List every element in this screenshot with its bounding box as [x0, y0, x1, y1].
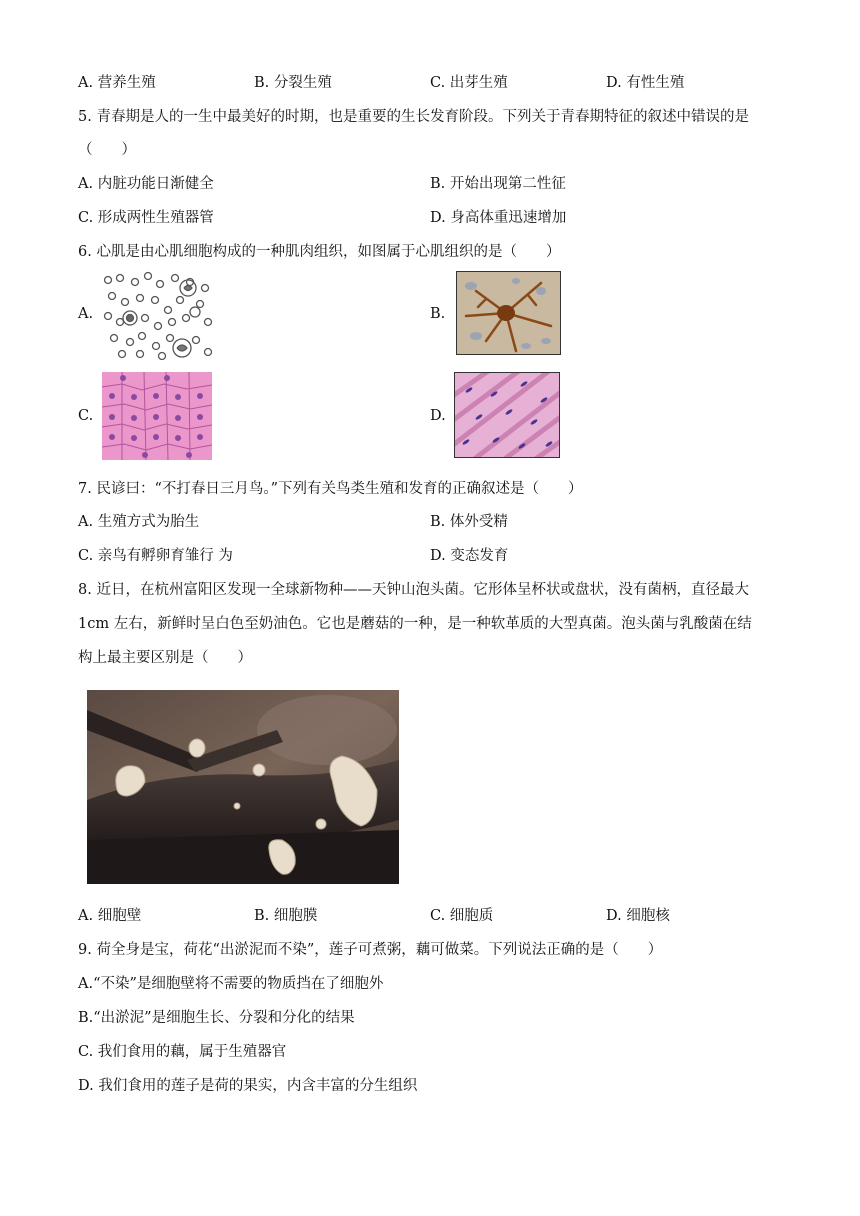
- q5-stem: 5. 青春期是人的一生中最美好的时期，也是重要的生长发育阶段。下列关于青春期特征的叙述中错误的是: [78, 109, 749, 125]
- q7-option-c: C. 亲鸟有孵卵育雏行 为: [78, 548, 233, 564]
- q4-option-b: B. 分裂生殖: [254, 75, 332, 91]
- q6-stem: 6. 心肌是由心肌细胞构成的一种肌肉组织，如图属于心肌组织的是（ ）: [78, 244, 561, 260]
- blood-cells-image: [100, 270, 218, 360]
- mushroom-drawing: [87, 690, 399, 884]
- q6-label-c: C.: [78, 408, 94, 424]
- epithelial-tissue-image: [102, 372, 212, 460]
- q8-stem-line1: 8. 近日，在杭州富阳区发现一全球新物种——天钟山泡头菌。它形体呈杯状或盘状，没有菌柄，直径最大: [78, 582, 749, 598]
- q9-option-d: D. 我们食用的莲子是荷的果实，内含丰富的分生组织: [78, 1078, 418, 1094]
- q9-option-a: A.“不染”是细胞壁将不需要的物质挡在了细胞外: [78, 976, 384, 992]
- q9-stem: 9. 荷全身是宝，荷花“出淤泥而不染”，莲子可煮粥，藕可做菜。下列说法正确的是（ ）: [78, 942, 663, 958]
- q5-option-c: C. 形成两性生殖器管: [78, 210, 214, 226]
- q7-stem: 7. 民谚曰：“不打春日三月鸟。”下列有关鸟类生殖和发育的正确叙述是（ ）: [78, 481, 583, 497]
- q8-option-d: D. 细胞核: [606, 908, 670, 924]
- q9-option-b: B.“出淤泥”是细胞生长、分裂和分化的结果: [78, 1010, 355, 1026]
- q8-stem-line2: 1cm 左右，新鲜时呈白色至奶油色。它也是蘑菇的一种，是一种软革质的大型真菌。泡头菌与乳酸菌在结: [78, 616, 752, 632]
- q5-option-b: B. 开始出现第二性征: [430, 176, 566, 192]
- q9-option-c: C. 我们食用的藕，属于生殖器官: [78, 1044, 287, 1060]
- mushroom-photo: [87, 690, 399, 884]
- cardiac-muscle-image: [454, 372, 560, 458]
- q5-option-d: D. 身高体重迅速增加: [430, 210, 567, 226]
- q7-option-b: B. 体外受精: [430, 514, 508, 530]
- blood-cells-drawing: [100, 270, 218, 360]
- q4-option-d: D. 有性生殖: [606, 75, 685, 91]
- q8-option-a: A. 细胞壁: [78, 908, 142, 924]
- q6-label-a: A.: [78, 306, 94, 322]
- neuron-drawing: [456, 271, 561, 355]
- q5-option-a: A. 内脏功能日渐健全: [78, 176, 214, 192]
- q8-stem-line3: 构上最主要区别是（ ）: [78, 650, 252, 666]
- q6-label-d: D.: [430, 408, 446, 424]
- neuron-image: [456, 271, 561, 355]
- cardiac-muscle-drawing: [454, 372, 560, 458]
- epithelial-drawing: [102, 372, 212, 460]
- q6-label-b: B.: [430, 306, 446, 322]
- q7-option-d: D. 变态发育: [430, 548, 509, 564]
- q5-stem-bracket: （ ）: [78, 142, 136, 158]
- q4-option-a: A. 营养生殖: [78, 75, 156, 91]
- q4-option-c: C. 出芽生殖: [430, 75, 508, 91]
- q8-option-b: B. 细胞膜: [254, 908, 318, 924]
- q7-option-a: A. 生殖方式为胎生: [78, 514, 200, 530]
- q8-option-c: C. 细胞质: [430, 908, 494, 924]
